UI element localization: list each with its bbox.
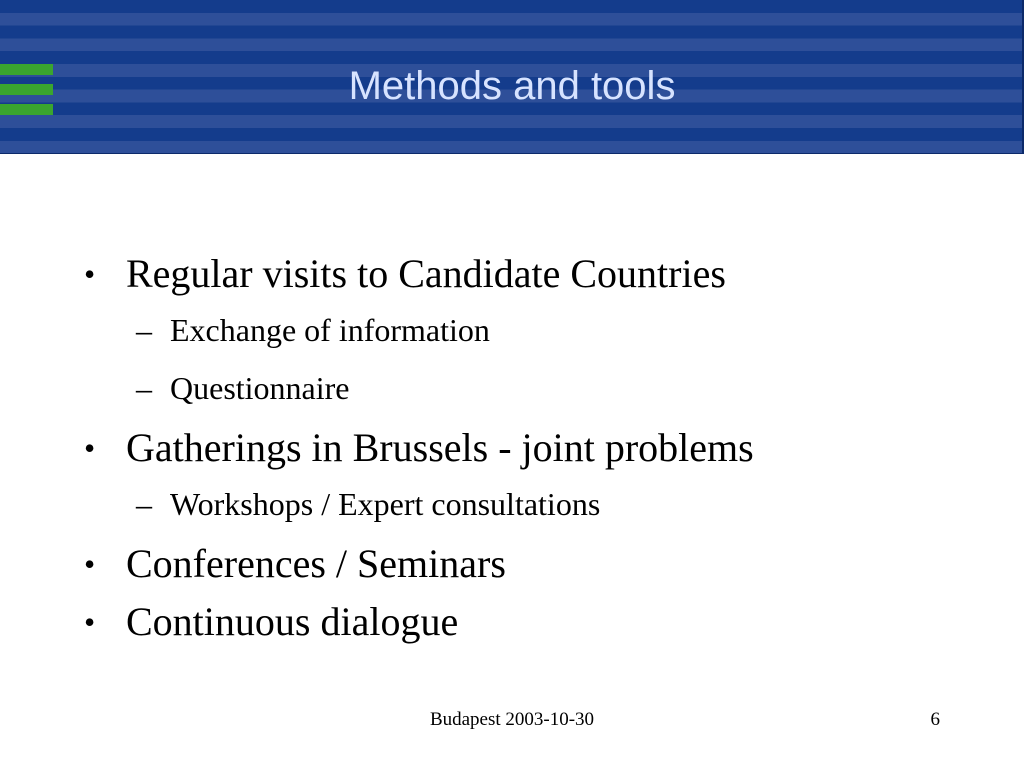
bullet-dot-icon: • (84, 256, 96, 292)
bullet-text: Gatherings in Brussels - joint problems (126, 425, 754, 470)
bullet-dot-icon: • (84, 604, 96, 640)
sub-bullet-text: Questionnaire (170, 370, 350, 406)
dash-icon: – (136, 312, 152, 348)
slide-header-banner (0, 0, 1024, 154)
bullet-item (84, 422, 984, 474)
dash-icon: – (136, 486, 152, 522)
slide-content (84, 248, 984, 654)
page-number: 6 (930, 709, 940, 730)
bullet-item (84, 596, 984, 648)
bullet-text: Continuous dialogue (126, 599, 459, 644)
bullet-item (84, 538, 984, 590)
bullet-dot-icon: • (84, 430, 96, 466)
bullet-text: Regular visits to Candidate Countries (126, 251, 726, 296)
dash-icon: – (136, 370, 152, 406)
bullet-dot-icon: • (84, 546, 96, 582)
bullet-text: Conferences / Seminars (126, 541, 506, 586)
sub-bullet-item (84, 480, 984, 528)
slide-title: Methods and tools (348, 64, 676, 108)
bullet-item (84, 248, 984, 300)
slide-footer: Budapest 2003-10-30 (429, 709, 595, 730)
sub-bullet-item (84, 306, 984, 354)
sub-bullet-item (84, 364, 984, 412)
sub-bullet-text: Exchange of information (170, 312, 490, 348)
sub-bullet-text: Workshops / Expert consultations (170, 486, 601, 522)
